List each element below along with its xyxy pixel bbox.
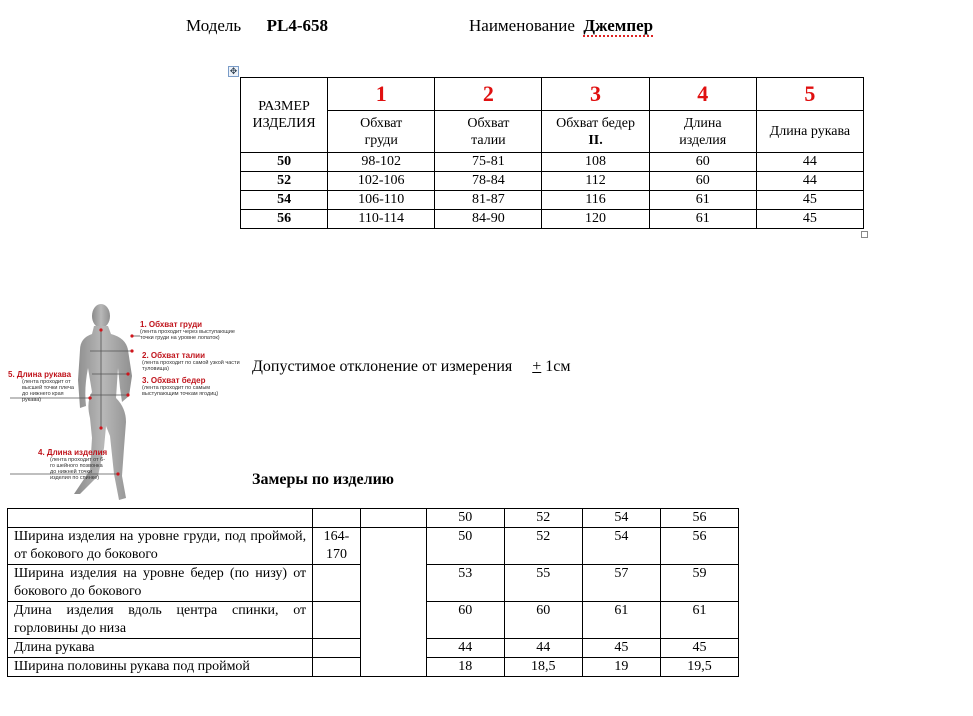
figure-label-sleeve	[8, 370, 78, 403]
value-cell: 78-84	[435, 172, 542, 191]
table-row	[8, 509, 739, 528]
value-cell: 57	[582, 565, 660, 602]
size-cell: 52	[241, 172, 328, 191]
table-row	[241, 210, 864, 229]
empty-cell	[360, 528, 426, 677]
range-cell	[313, 658, 361, 677]
model-line	[186, 16, 328, 36]
value-cell: 102-106	[328, 172, 435, 191]
size-header-cell: 56	[660, 509, 738, 528]
figure-label-waist	[142, 351, 242, 372]
value-cell: 112	[542, 172, 649, 191]
table-resize-handle-icon[interactable]	[861, 231, 868, 238]
table-move-handle-icon[interactable]: ✥	[229, 66, 238, 76]
col-header-line2: груди	[364, 132, 398, 148]
tolerance-sign: +	[532, 358, 542, 375]
value-cell: 60	[649, 172, 756, 191]
value-cell: 61	[582, 602, 660, 639]
figure-label-note: (лента проходит от 6-го шейного позвонка до нижней точки изделия по спинке)	[50, 457, 106, 481]
measurement-label: Ширина изделия на уровне бедер (по низу) от бокового до бокового	[8, 565, 313, 602]
value-cell: 98-102	[328, 153, 435, 172]
figure-label-length	[38, 448, 108, 481]
tolerance-text: Допустимое отклонение от измерения	[252, 358, 513, 375]
col-header-line1: Длина	[683, 115, 722, 131]
value-cell: 45	[756, 210, 863, 229]
value-cell: 52	[504, 528, 582, 565]
value-cell: 54	[582, 528, 660, 565]
size-header-cell: 52	[504, 509, 582, 528]
col-number: 2	[435, 78, 542, 111]
size-cell: 56	[241, 210, 328, 229]
value-cell: 60	[426, 602, 504, 639]
figure-label-note: (лента проходит через выступающие точки груди на уровне лопаток)	[140, 329, 235, 341]
col-header	[542, 111, 649, 153]
col-number: 1	[328, 78, 435, 111]
range-cell	[313, 565, 361, 602]
corner-label-line2: ИЗДЕЛИЯ	[252, 116, 316, 131]
value-cell: 44	[426, 639, 504, 658]
value-cell: 56	[660, 528, 738, 565]
col-header-line2: изделия	[679, 132, 727, 148]
value-cell: 60	[649, 153, 756, 172]
table-row	[241, 191, 864, 210]
col-header	[649, 111, 756, 153]
col-header	[435, 111, 542, 153]
range-cell	[313, 602, 361, 639]
size-cell: 50	[241, 153, 328, 172]
table-row	[8, 528, 739, 565]
value-cell: 44	[504, 639, 582, 658]
value-cell: 60	[504, 602, 582, 639]
range-cell: 164-170	[313, 528, 361, 565]
col-header-line1: Обхват	[467, 115, 510, 131]
value-cell: 45	[582, 639, 660, 658]
name-line	[469, 16, 653, 36]
figure-label-title: 4. Длина изделия	[38, 448, 108, 457]
value-cell: 44	[756, 153, 863, 172]
figure-label-hips	[142, 376, 242, 397]
size-corner-header	[241, 78, 328, 153]
value-cell: 120	[542, 210, 649, 229]
empty-cell	[360, 509, 426, 528]
measurement-label: Ширина изделия на уровне груди, под проймой, от бокового до бокового	[8, 528, 313, 565]
col-number: 3	[542, 78, 649, 111]
col-header-line2: II.	[588, 132, 603, 148]
value-cell: 19	[582, 658, 660, 677]
figure-label-note: (лента проходит по самым выступающим точкам ягодиц)	[142, 385, 219, 397]
col-number: 4	[649, 78, 756, 111]
figure-label-title: 1. Обхват груди	[140, 320, 203, 329]
col-header-line1: Обхват бедер	[556, 115, 635, 131]
value-cell: 106-110	[328, 191, 435, 210]
size-table	[240, 77, 864, 229]
tolerance-line	[252, 358, 571, 376]
value-cell: 19,5	[660, 658, 738, 677]
measurement-label: Длина изделия вдоль центра спинки, от горловины до низа	[8, 602, 313, 639]
value-cell: 44	[756, 172, 863, 191]
figure-label-note: (лента проходит по самой узкой части туловища)	[142, 360, 240, 372]
value-cell: 45	[660, 639, 738, 658]
value-cell: 55	[504, 565, 582, 602]
value-cell: 18	[426, 658, 504, 677]
value-cell: 18,5	[504, 658, 582, 677]
size-cell: 54	[241, 191, 328, 210]
measurement-label: Длина рукава	[8, 639, 313, 658]
name-value: Джемпер	[583, 16, 654, 35]
value-cell: 81-87	[435, 191, 542, 210]
model-value: PL4-658	[266, 16, 329, 35]
measurements-table	[7, 508, 739, 677]
col-header	[756, 111, 863, 153]
empty-cell	[313, 509, 361, 528]
col-header-line1: Обхват	[360, 115, 403, 131]
table-row	[241, 172, 864, 191]
figure-label-note: (лента проходит от высшей точки плеча до нижнего края рукава)	[22, 379, 74, 403]
value-cell: 75-81	[435, 153, 542, 172]
value-cell: 108	[542, 153, 649, 172]
value-cell: 53	[426, 565, 504, 602]
figure-label-title: 2. Обхват талии	[142, 351, 205, 360]
name-label: Наименование	[469, 16, 575, 35]
value-cell: 50	[426, 528, 504, 565]
empty-cell	[8, 509, 313, 528]
measurement-label: Ширина половины рукава под проймой	[8, 658, 313, 677]
col-header-line2: талии	[471, 132, 506, 148]
value-cell: 59	[660, 565, 738, 602]
size-header-cell: 50	[426, 509, 504, 528]
value-cell: 61	[649, 210, 756, 229]
col-header-line1: Длина рукава	[769, 124, 851, 139]
tolerance-value: 1см	[545, 358, 571, 375]
value-cell: 110-114	[328, 210, 435, 229]
value-cell: 116	[542, 191, 649, 210]
figure-label-title: 3. Обхват бедер	[142, 376, 206, 385]
body-measurement-figure	[8, 298, 244, 504]
value-cell: 61	[649, 191, 756, 210]
figure-label-title: 5. Длина рукава	[8, 370, 72, 379]
size-header-cell: 54	[582, 509, 660, 528]
corner-label-line1: РАЗМЕР	[258, 99, 310, 114]
value-cell: 84-90	[435, 210, 542, 229]
model-label: Модель	[186, 16, 242, 35]
value-cell: 61	[660, 602, 738, 639]
range-cell	[313, 639, 361, 658]
figure-label-chest	[140, 320, 244, 341]
col-header	[328, 111, 435, 153]
value-cell: 45	[756, 191, 863, 210]
table-row	[241, 153, 864, 172]
measurements-title: Замеры по изделию	[252, 471, 395, 488]
col-number: 5	[756, 78, 863, 111]
